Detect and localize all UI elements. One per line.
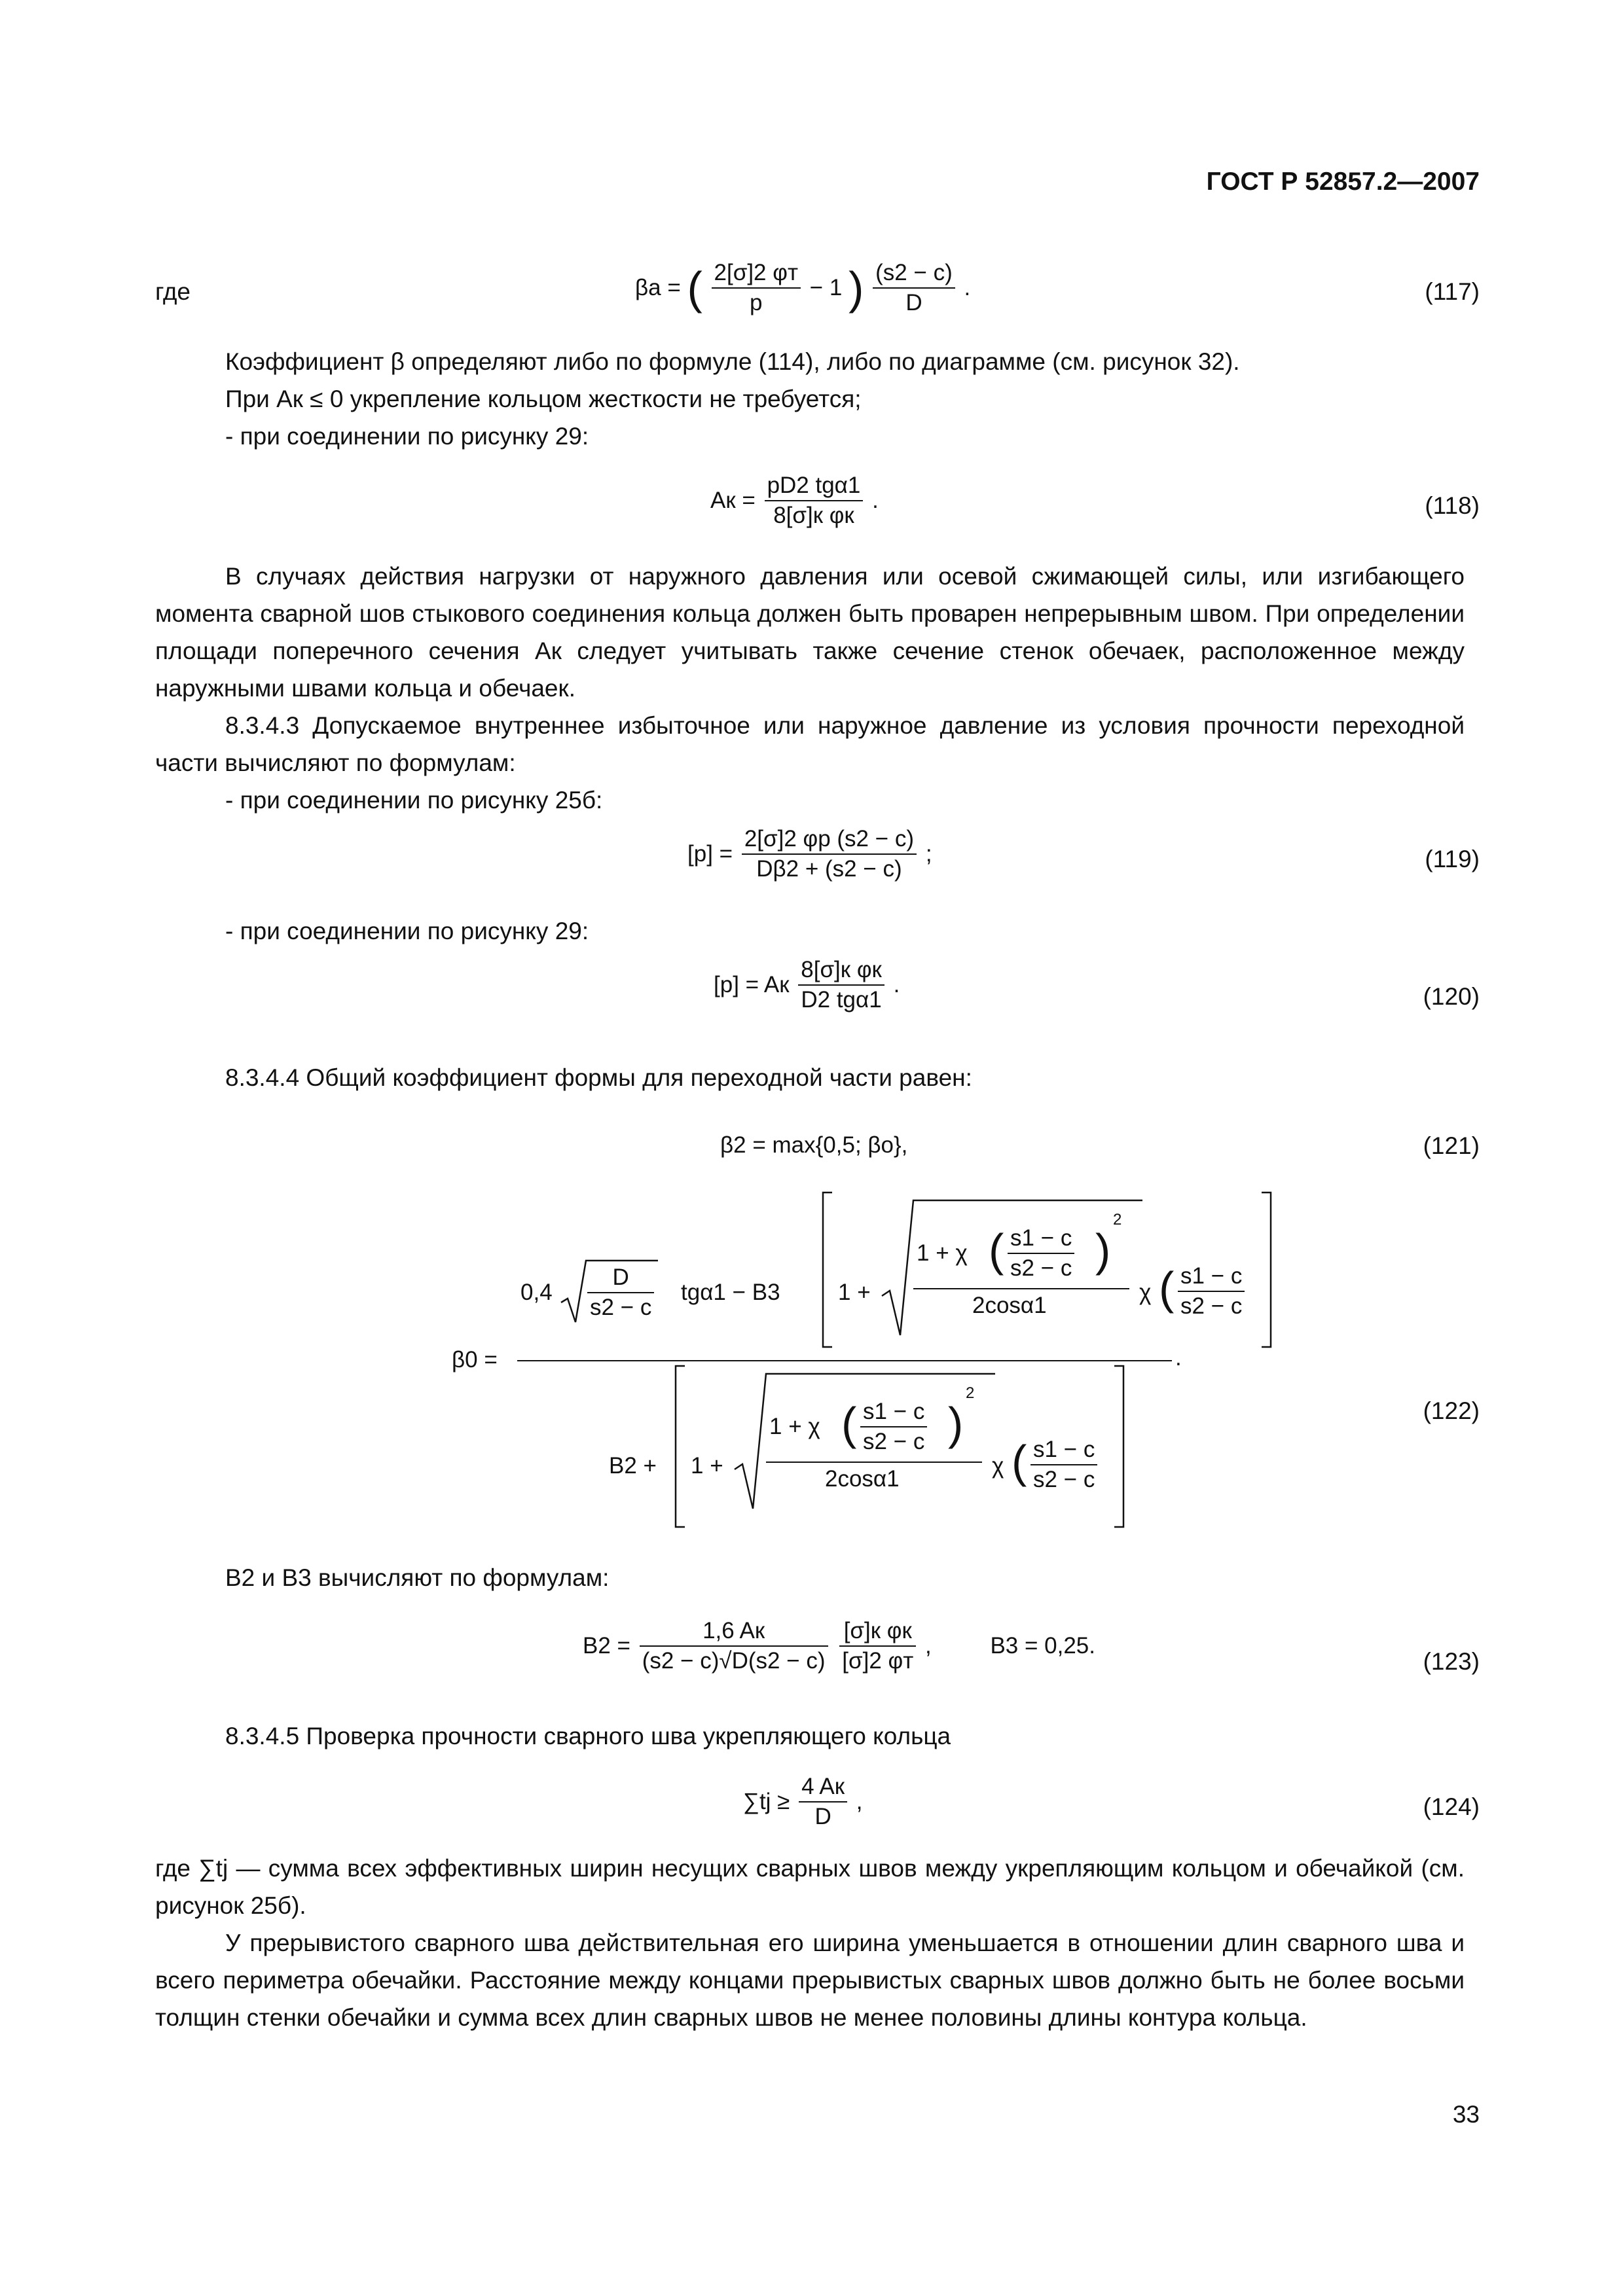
bracket-left-icon [674, 1365, 686, 1528]
formula-119-frac [742, 825, 917, 884]
formula-123-num2: [σ]к φк [839, 1617, 916, 1647]
formula-122-lhs: β0 = [452, 1347, 498, 1372]
formula-123-lhs: B2 = [583, 1633, 630, 1659]
formula-122-den-ratio-b-den: s2 − c [1033, 1467, 1095, 1492]
formula-118-tail: . [872, 488, 879, 513]
formula-123-comma: , [924, 1633, 932, 1659]
paragraph-where-sum: где ∑tj — сумма всех эффективных ширин несущих сварных швов между укрепляющим кольцом и обечайкой (см. рисунок 25б). [155, 1855, 1465, 1919]
formula-122-sqrt-frac [587, 1263, 654, 1322]
formula-122-ratio-b-den: s2 − c [1180, 1293, 1243, 1319]
formula-122-den-lhs: B2 + [609, 1453, 657, 1479]
formula-117-frac1 [712, 259, 801, 317]
formula-124 [743, 1772, 863, 1831]
paragraph-8-3-4-3: 8.3.4.3 Допускаемое внутреннее избыточное или наружное давление из условия прочности переходной части вычисляют по формулам: [155, 712, 1465, 776]
paragraph-load-cases: В случаях действия нагрузки от наружного давления или осевой сжимающей силы, или изгибающего момента сварной шов стыкового соединения кольца должен быть проварен непрерывным швом. При определении площади поперечного сечения Aк следует учитывать также сечение стенок обечаек, расположенное между наружными швами кольца и обечаек. [155, 563, 1465, 702]
formula-119-num: 2[σ]2 φр (s2 − c) [742, 825, 917, 855]
formula-122-den-square: 2 [966, 1384, 975, 1402]
paragraph-intermittent-weld: У прерывистого сварного шва действительная его ширина уменьшается в отношении длин сварного шва и всего периметра обечайки. Расстояние между концами прерывистых сварных швов должно быть не более восьми толщин стенки обечайки и сумма всех длин сварных швов не менее половины длины контура кольца. [155, 1929, 1465, 2031]
formula-122-square: 2 [1113, 1211, 1122, 1229]
formula-121: β2 = max{0,5; βо}, [720, 1132, 908, 1158]
formula-122-den-ratio-den: s2 − c [863, 1429, 925, 1454]
formula-122-sqrt-den: s2 − c [590, 1295, 652, 1320]
page-number: 33 [1452, 2101, 1480, 2128]
formula-122-den-inner-one-plus: 1 + χ [769, 1414, 820, 1439]
equation-number-119: (119) [1425, 846, 1480, 872]
formula-117-num1: 2[σ]2 φт [712, 259, 801, 289]
formula-124-den: D [814, 1804, 831, 1829]
formula-119 [687, 825, 932, 884]
formula-123-frac1 [640, 1617, 828, 1676]
formula-122-cos-den: 2cosα1 [972, 1293, 1047, 1318]
bracket-left-icon [822, 1191, 833, 1348]
formula-122-inner-bar [913, 1288, 1129, 1289]
formula-117-tail: . [964, 275, 971, 300]
paragraph-8-3-4-5: 8.3.4.5 Проверка прочности сварного шва укрепляющего кольца [225, 1723, 951, 1749]
formula-123-b3: B3 = 0,25. [990, 1633, 1095, 1659]
bracket-right-icon [1113, 1365, 1125, 1528]
formula-122-tail: . [1175, 1345, 1182, 1371]
formula-119-tail: ; [925, 841, 932, 867]
formula-124-tail: , [856, 1789, 863, 1814]
formula-122-den-ratio-b [1030, 1435, 1097, 1494]
formula-122 [452, 1178, 1243, 1545]
equation-number-120: (120) [1423, 983, 1480, 1010]
paragraph-fig25b: - при соединении по рисунку 25б: [225, 787, 603, 814]
open-paren-symbol: ( [841, 1398, 857, 1449]
bracket-right-icon [1260, 1191, 1272, 1348]
formula-122-den-chi: χ [992, 1453, 1004, 1479]
close-paren-symbol: ) [1095, 1225, 1111, 1276]
paragraph-fig29-b: - при соединении по рисунку 29: [225, 918, 589, 944]
formula-123 [583, 1617, 1095, 1676]
open-paren-symbol: ( [1012, 1436, 1027, 1487]
equation-number-124: (124) [1423, 1793, 1480, 1820]
equation-number-121: (121) [1423, 1132, 1480, 1159]
open-paren-symbol: ( [1159, 1263, 1175, 1314]
formula-119-den: Dβ2 + (s2 − c) [756, 856, 902, 882]
formula-122-ratio [1008, 1224, 1074, 1283]
formula-120-frac [798, 956, 884, 1014]
formula-122-one-plus: 1 + [838, 1280, 871, 1305]
formula-123-den1: (s2 − c)√D(s2 − c) [642, 1648, 826, 1674]
formula-118 [710, 471, 879, 530]
formula-122-ratio-b-num: s1 − c [1178, 1262, 1245, 1292]
formula-118-num: pD2 tgα1 [765, 471, 864, 501]
open-paren-symbol: ( [989, 1225, 1004, 1276]
formula-119-lhs: [p] = [687, 841, 733, 867]
open-paren-symbol: ( [687, 262, 702, 314]
formula-118-den: 8[σ]к φк [773, 503, 854, 528]
formula-122-coef: 0,4 [520, 1280, 553, 1305]
formula-117-frac2 [873, 259, 955, 317]
formula-118-frac [765, 471, 864, 530]
formula-122-ratio-num: s1 − c [1008, 1224, 1074, 1254]
paragraph-ak-condition: При Aк ≤ 0 укрепление кольцом жесткости не требуется; [225, 386, 862, 412]
formula-120-num: 8[σ]к φк [798, 956, 884, 986]
formula-122-den-ratio [860, 1397, 927, 1456]
formula-122-main-bar [517, 1360, 1172, 1361]
formula-117-lhs: βа = [635, 275, 681, 300]
paragraph-b2-b3: B2 и B3 вычисляют по формулам: [225, 1564, 610, 1591]
paragraph-fig29-a: - при соединении по рисунку 29: [225, 423, 589, 450]
where-label: где [155, 278, 191, 305]
equation-number-123: (123) [1423, 1648, 1480, 1675]
formula-122-ratio-b [1178, 1262, 1245, 1321]
paragraph-8-3-4-4: 8.3.4.4 Общий коэффициент формы для переходной части равен: [225, 1064, 972, 1091]
formula-120-lhs: [p] = Aк [714, 972, 790, 997]
formula-123-den2: [σ]2 φт [842, 1648, 914, 1674]
formula-123-num1: 1,6 Aк [640, 1617, 828, 1647]
formula-122-chi: χ [1139, 1280, 1152, 1305]
formula-120 [714, 956, 900, 1014]
equation-number-122: (122) [1423, 1397, 1480, 1424]
formula-124-num: 4 Aк [799, 1772, 847, 1803]
formula-122-den-inner-bar [766, 1462, 982, 1463]
formula-117-num2: (s2 − c) [873, 259, 955, 289]
formula-122-den-ratio-num: s1 − c [860, 1397, 927, 1427]
formula-122-den-one-plus: 1 + [691, 1453, 723, 1479]
formula-122-den-ratio-b-num: s1 − c [1030, 1435, 1097, 1465]
formula-122-inner-one-plus: 1 + χ [917, 1240, 968, 1266]
equation-number-117: (117) [1425, 278, 1480, 305]
formula-120-tail: . [893, 972, 900, 997]
formula-117-minus-one: − 1 [809, 275, 843, 300]
formula-124-lhs: ∑tj ≥ [743, 1789, 790, 1814]
close-paren-symbol: ) [948, 1398, 964, 1449]
formula-122-tg: tgα1 − B3 [681, 1280, 780, 1305]
formula-118-lhs: Aк = [710, 488, 756, 513]
formula-120-den: D2 tgα1 [801, 987, 882, 1013]
formula-122-den-cos: 2cosα1 [825, 1466, 900, 1492]
formula-117-den1: p [750, 290, 763, 315]
equation-number-118: (118) [1425, 492, 1480, 519]
formula-123-frac2 [839, 1617, 916, 1676]
formula-117 [635, 259, 970, 317]
formula-117-den2: D [905, 290, 922, 315]
formula-122-sqrt-num: D [587, 1263, 654, 1293]
formula-124-frac [799, 1772, 847, 1831]
paragraph-beta: Коэффициент β определяют либо по формуле (114), либо по диаграмме (см. рисунок 32). [225, 348, 1240, 375]
document-standard-id: ГОСТ Р 52857.2—2007 [1206, 168, 1480, 196]
formula-122-ratio-den: s2 − c [1010, 1255, 1072, 1281]
close-paren-symbol: ) [848, 262, 864, 314]
